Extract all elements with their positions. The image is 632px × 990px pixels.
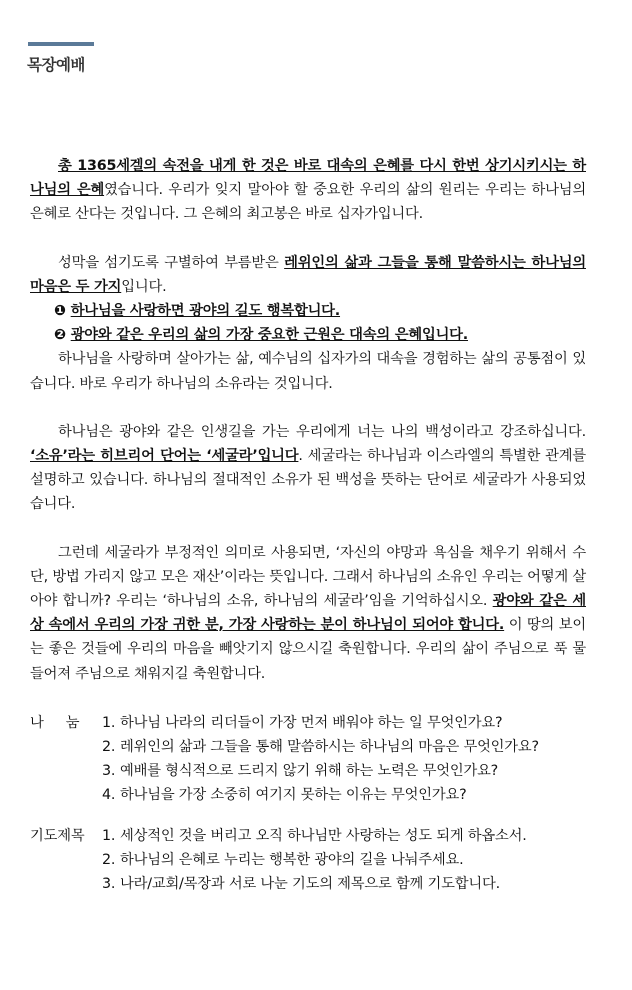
levite-emphasis: 레위인의 삶과 그들을 통해 말씀하시는 하나님의 마음은 두 가지 [30,254,586,295]
negative-text-post: 이 땅의 보이는 좋은 것들에 우리의 마음을 빼앗기지 않으시길 축원합니다. 우리의 삶이 주님으로 푹 물들어져 주님으로 채워지길 축원합니다. [30,617,586,682]
sharing-list [102,711,586,808]
prayer-text: 나라/교회/목장과 서로 나눈 기도의 제목으로 함께 기도합니다. [120,876,500,893]
sharing-text: 레위인의 삶과 그들을 통해 말씀하시는 하나님의 마음은 무엇인가요? [120,739,539,756]
sharing-text: 하나님 나라의 리더들이 가장 먼저 배워야 하는 일 무엇인가요? [120,714,503,731]
segullah-text-pre: 하나님은 광야와 같은 인생길을 가는 우리에게 너는 나의 백성이라고 강조하십니다. [58,423,586,440]
negative-meaning-paragraph [30,541,586,686]
sharing-num: 1. [102,714,116,731]
point-item-1 [30,299,586,323]
sharing-item [102,783,586,807]
prayer-section [30,824,586,897]
intro-emphasis: 총 1365세겔의 속전을 내게 한 것은 바로 대속의 은혜를 다시 한번 상기시키시는 하나님의 은혜 [30,158,586,199]
sharing-item [102,711,586,735]
prayer-list [102,824,586,897]
sharing-num: 3. [102,763,116,780]
point-text-2: 광야와 같은 우리의 삶의 가장 중요한 근원은 대속의 은혜입니다. [70,327,469,344]
intro-paragraph [30,154,586,227]
sharing-item [102,759,586,783]
levite-text-post: 입니다. [121,278,167,295]
prayer-num: 2. [102,851,116,868]
document-body [30,154,586,896]
segullah-paragraph [30,420,586,517]
header-accent-bar [28,42,94,46]
prayer-item [102,824,586,848]
levite-text-pre: 성막을 섬기도록 구별하여 부름받은 [58,254,285,271]
prayer-num: 1. [102,827,116,844]
segullah-emphasis: ‘소유’라는 히브리어 단어는 ‘세굴라’입니다 [30,448,299,465]
prayer-item [102,872,586,896]
prayer-item [102,848,586,872]
point-item-2 [30,323,586,347]
sharing-num: 4. [102,787,116,804]
page-title: 목장예배 [27,56,85,74]
sharing-text: 예배를 형식적으로 드리지 않기 위해 하는 노력은 무엇인가요? [120,763,499,780]
sharing-num: 2. [102,739,116,756]
point-text-1: 하나님을 사랑하면 광야의 길도 행복합니다. [70,303,341,320]
sharing-section [30,711,586,808]
intro-text: 였습니다. 우리가 잊지 말아야 할 중요한 우리의 삶의 원리는 우리는 하나님의 은혜로 산다는 것입니다. 그 은혜의 최고봉은 바로 십자가입니다. [30,182,586,223]
sharing-item [102,735,586,759]
prayer-text: 하나님의 은혜로 누리는 행복한 광야의 길을 나눠주세요. [120,851,464,868]
prayer-num: 3. [102,876,116,893]
prayer-label: 기도제목 [30,827,85,844]
common-paragraph: 하나님을 사랑하며 살아가는 삶, 예수님의 십자가의 대속을 경험하는 삶의 공통점이 있습니다. 바로 우리가 하나님의 소유라는 것입니다. [30,351,586,392]
negative-emphasis: 광야와 같은 세상 속에서 우리의 가장 귀한 분, 가장 사랑하는 분이 하나님이 되어야 합니다. [30,593,586,634]
levite-paragraph [30,251,586,299]
negative-text-pre: 그런데 세굴라가 부정적인 의미로 사용되면, ‘자신의 야망과 욕심을 채우기 위해서 수단, 방법 가리지 않고 모은 재산’이라는 뜻입니다. 그래서 하나님의 소유인 우리는 어떻게 살아야 합니까? 우리는 ‘하나님의 소유, 하나님의 세굴라’임을 기억하십시오. [30,544,586,610]
prayer-text: 세상적인 것을 버리고 오직 하나님만 사랑하는 성도 되게 하옵소서. [120,827,527,844]
sharing-label: 나눔 [30,714,102,731]
point-bullet-1: ❶ [54,303,66,320]
segullah-text-post: . 세굴라는 하나님과 이스라엘의 특별한 관계를 설명하고 있습니다. 하나님의 절대적인 소유가 된 백성을 뜻하는 단어로 세굴라가 사용되었습니다. [30,448,587,513]
sharing-text: 하나님을 가장 소중히 여기지 못하는 이유는 무엇인가요? [120,787,467,804]
point-bullet-2: ❷ [54,327,66,344]
